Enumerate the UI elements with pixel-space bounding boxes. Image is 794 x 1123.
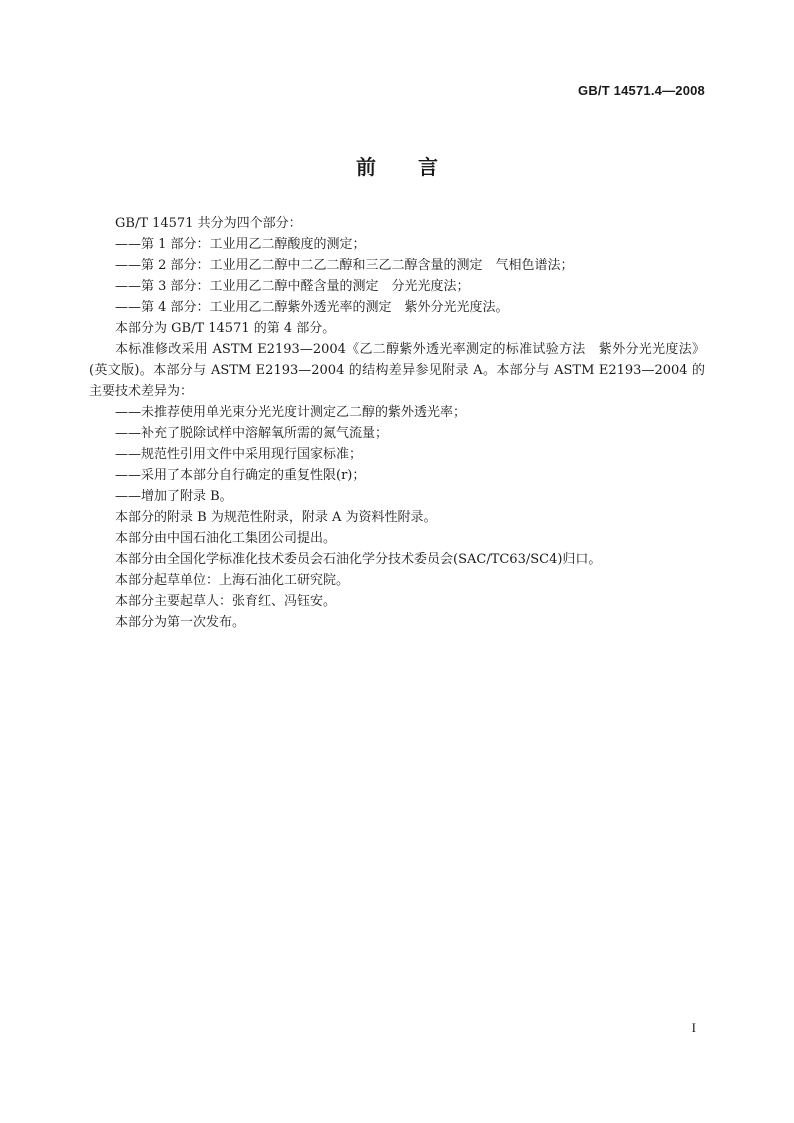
- paragraph-adoption: 本标准修改采用 ASTM E2193—2004《乙二醇紫外透光率测定的标准试验方法 紫外分光光度法》(英文版)。本部分与 ASTM E2193—2004 的结构差异参见附录 A。本部分与 ASTM E2193—2004 的主要技术差异为：: [89, 342, 705, 399]
- paragraph-drafting-unit: 本部分起草单位：上海石油化工研究院。: [115, 573, 350, 588]
- list-item-part-1: ——第 1 部分：工业用乙二醇酸度的测定；: [115, 237, 366, 252]
- list-item-difference-4: ——采用了本部分自行确定的重复性限(r)；: [115, 468, 366, 483]
- list-item-difference-5: ——增加了附录 B。: [115, 489, 233, 504]
- list-item-difference-2: ——补充了脱除试样中溶解氧所需的氮气流量；: [115, 426, 389, 441]
- page-title: 前言: [356, 155, 480, 179]
- page-number: I: [691, 1020, 696, 1035]
- list-item-part-3: ——第 3 部分：工业用乙二醇中醛含量的测定 分光光度法；: [115, 279, 470, 294]
- list-item-part-2: ——第 2 部分：工业用乙二醇中二乙二醇和三乙二醇含量的测定 气相色谱法；: [115, 258, 574, 273]
- paragraph-proposed-by: 本部分由中国石油化工集团公司提出。: [115, 531, 337, 546]
- standard-number: GB/T 14571.4—2008: [578, 83, 705, 98]
- paragraph-first-release: 本部分为第一次发布。: [115, 615, 246, 630]
- list-item-difference-3: ——规范性引用文件中采用现行国家标准；: [115, 447, 363, 462]
- paragraph-annexes: 本部分的附录 B 为规范性附录，附录 A 为资料性附录。: [115, 510, 437, 525]
- paragraph-this-part: 本部分为 GB/T 14571 的第 4 部分。: [115, 321, 336, 336]
- paragraph-under-jurisdiction: 本部分由全国化学标准化技术委员会石油化学分技术委员会(SAC/TC63/SC4)归口。: [115, 552, 602, 567]
- list-item-part-4: ——第 4 部分：工业用乙二醇紫外透光率的测定 紫外分光光度法。: [115, 300, 509, 315]
- paragraph-parts-intro: GB/T 14571 共分为四个部分：: [115, 216, 302, 231]
- list-item-difference-1: ——未推荐使用单光束分光光度计测定乙二醇的紫外透光率；: [115, 405, 467, 420]
- paragraph-drafters: 本部分主要起草人：张育红、冯钰安。: [115, 594, 337, 609]
- foreword-body: [89, 213, 705, 633]
